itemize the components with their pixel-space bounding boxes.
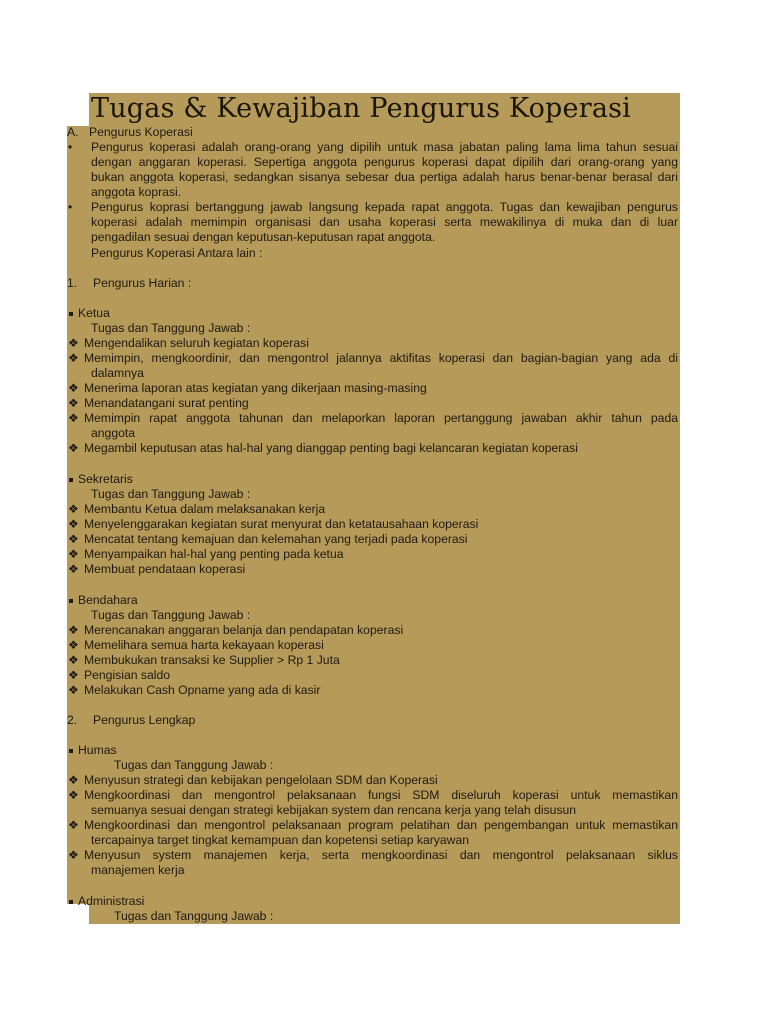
- list-item-text: Mengendalikan seluruh kegiatan koperasi: [84, 336, 309, 350]
- list-item-text: Megambil keputusan atas hal-hal yang dianggap penting bagi kelancaran kegiatan koperasi: [84, 441, 578, 455]
- paragraph-line: Pengurus koperasi adalah orang-orang yang dipilih untuk masa jabatan paling lama lima tahun sesuai: [91, 140, 678, 154]
- section-heading: Pengurus Koperasi: [89, 125, 193, 139]
- list-item-text: Membukukan transaksi ke Supplier > Rp 1 Juta: [84, 653, 340, 667]
- list-item-text: Menandatangani surat penting: [84, 396, 249, 410]
- diamond-bullet-icon: ❖: [68, 668, 79, 682]
- diamond-bullet-icon: ❖: [68, 411, 79, 425]
- section-heading: Pengurus Lengkap: [93, 713, 196, 727]
- list-item-text: Mengkoordinasi dan mengontrol pelaksanaan fungsi SDM diseluruh koperasi untuk memastikan: [84, 788, 678, 802]
- list-item-text: Menyusun system manajemen kerja, serta mengkoordinasi dan mengontrol pelaksanaan siklus: [84, 848, 678, 862]
- round-bullet-icon: •: [68, 140, 73, 154]
- paragraph-line: koperasi adalah memimpin organisasi dan usaha koperasi serta mewakilinya di muka dan di luar: [91, 215, 678, 229]
- diamond-bullet-icon: ❖: [68, 623, 79, 637]
- paragraph-line: bukan anggota koperasi, sedangkan sisanya sebesar dua pertiga adalah harus benar-benar berasal dari: [91, 170, 678, 184]
- section-marker: 2.: [67, 713, 78, 727]
- role-name: Bendahara: [78, 593, 138, 607]
- diamond-bullet-icon: ❖: [68, 502, 79, 516]
- square-bullet-icon: [69, 900, 73, 904]
- list-item-text: anggota: [91, 426, 136, 440]
- paragraph-line: Pengurus koprasi bertanggung jawab langsung kepada rapat anggota. Tugas dan kewajiban pengurus: [91, 200, 678, 214]
- list-item-text: tercapainya target tingkat kemampuan dan kopetensi setiap karyawan: [91, 833, 470, 847]
- list-item-text: Memimpin, mengkoordinir, dan mengontrol jalannya aktifitas koperasi dan bagian-bagian yang ada di: [84, 351, 678, 365]
- diamond-bullet-icon: ❖: [68, 683, 79, 697]
- square-bullet-icon: [69, 478, 73, 482]
- diamond-bullet-icon: ❖: [68, 818, 79, 832]
- list-item-text: Mengkoordinasi dan mengontrol pelaksanaan program pelatihan dan pengembangan untuk memastikan: [84, 818, 678, 832]
- round-bullet-icon: •: [68, 200, 73, 214]
- diamond-bullet-icon: ❖: [68, 532, 79, 546]
- list-item-text: dalamnya: [91, 366, 144, 380]
- diamond-bullet-icon: ❖: [68, 653, 79, 667]
- diamond-bullet-icon: ❖: [68, 562, 79, 576]
- diamond-bullet-icon: ❖: [68, 441, 79, 455]
- diamond-bullet-icon: ❖: [68, 517, 79, 531]
- paragraph-line: anggota koprasi.: [91, 185, 182, 199]
- diamond-bullet-icon: ❖: [68, 396, 79, 410]
- diamond-bullet-icon: ❖: [68, 381, 79, 395]
- list-item-text: Melakukan Cash Opname yang ada di kasir: [84, 683, 321, 697]
- diamond-bullet-icon: ❖: [68, 773, 79, 787]
- list-item-text: Membantu Ketua dalam melaksanakan kerja: [84, 502, 326, 516]
- role-name: Sekretaris: [78, 472, 133, 486]
- diamond-bullet-icon: ❖: [68, 547, 79, 561]
- list-item-text: manajemen kerja: [91, 863, 185, 877]
- paragraph-line: pengadilan sesuai dengan keputusan-keputusan rapat anggota.: [91, 230, 436, 244]
- list-item-text: Merencanakan anggaran belanja dan pendapatan koperasi: [84, 623, 404, 637]
- square-bullet-icon: [69, 749, 73, 753]
- list-item-text: Membuat pendataan koperasi: [84, 562, 246, 576]
- diamond-bullet-icon: ❖: [68, 336, 79, 350]
- section-heading: Pengurus Harian :: [93, 276, 192, 290]
- square-bullet-icon: [69, 599, 73, 603]
- diamond-bullet-icon: ❖: [68, 788, 79, 802]
- role-name: Administrasi: [78, 894, 145, 908]
- paragraph-line: Pengurus Koperasi Antara lain :: [91, 246, 263, 260]
- list-item-text: semuanya sesuai dengan strategi kebijakan system dan rencana kerja yang telah disusun: [91, 803, 577, 817]
- role-name: Ketua: [78, 306, 110, 320]
- list-item-text: Menyusun strategi dan kebijakan pengelolaan SDM dan Koperasi: [84, 773, 438, 787]
- diamond-bullet-icon: ❖: [68, 638, 79, 652]
- role-subheading: Tugas dan Tanggung Jawab :: [114, 758, 274, 772]
- diamond-bullet-icon: ❖: [68, 848, 79, 862]
- section-marker: 1.: [67, 276, 78, 290]
- paragraph-line: dengan anggaran koperasi. Sepertiga anggota pengurus koperasi dapat dipilih dari orang-orang yang: [91, 155, 678, 169]
- list-item-text: Memelihara semua harta kekayaan koperasi: [84, 638, 324, 652]
- role-subheading: Tugas dan Tanggung Jawab :: [91, 608, 251, 622]
- list-item-text: Memimpin rapat anggota tahunan dan melaporkan laporan pertanggung jawaban akhir tahun pada: [84, 411, 678, 425]
- list-item-text: Menerima laporan atas kegiatan yang dikerjaan masing-masing: [84, 381, 427, 395]
- list-item-text: Pengisian saldo: [84, 668, 171, 682]
- role-subheading: Tugas dan Tanggung Jawab :: [91, 321, 251, 335]
- diamond-bullet-icon: ❖: [68, 351, 79, 365]
- role-subheading: Tugas dan Tanggung Jawab :: [91, 487, 251, 501]
- page-title: Tugas & Kewajiban Pengurus Koperasi: [91, 93, 632, 124]
- role-name: Humas: [78, 743, 117, 757]
- list-item-text: Menyelenggarakan kegiatan surat menyurat dan ketatausahaan koperasi: [84, 517, 479, 531]
- list-item-text: Mencatat tentang kemajuan dan kelemahan yang terjadi pada koperasi: [84, 532, 468, 546]
- square-bullet-icon: [69, 312, 73, 316]
- list-item-text: Menyampaikan hal-hal yang penting pada ketua: [84, 547, 344, 561]
- section-marker: A.: [67, 125, 79, 139]
- role-subheading: Tugas dan Tanggung Jawab :: [114, 909, 274, 923]
